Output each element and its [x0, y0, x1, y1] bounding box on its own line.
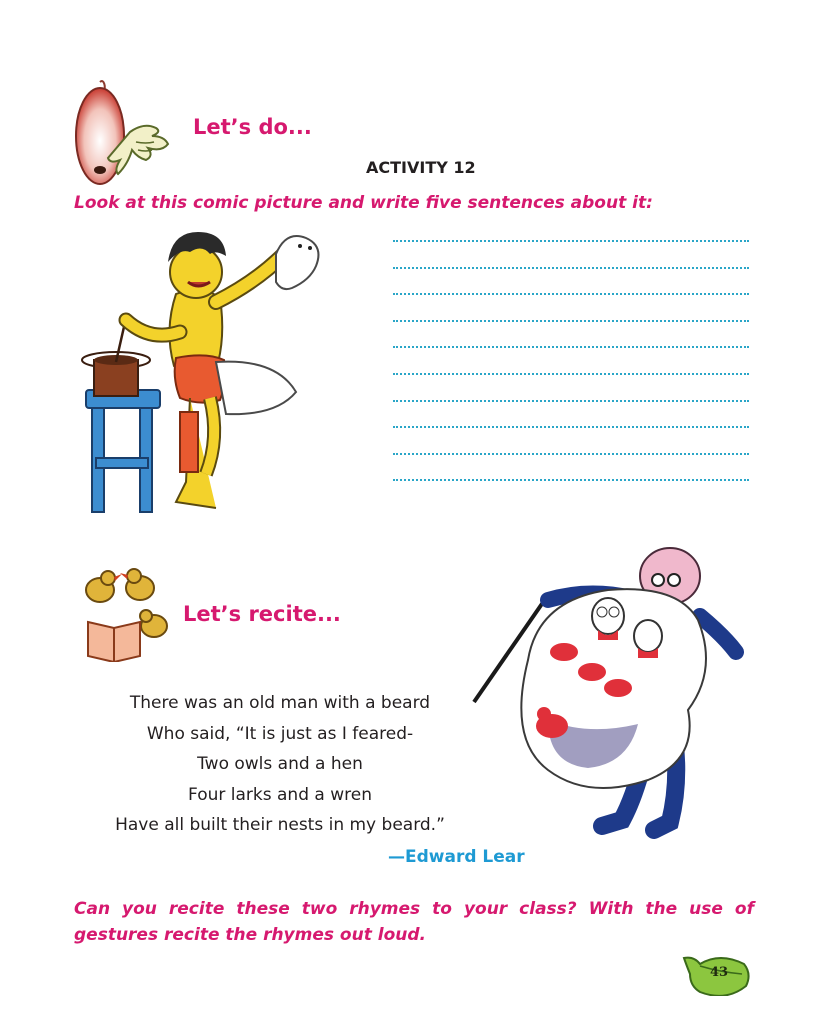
- poem: [95, 688, 465, 841]
- poem-line: Four larks and a wren: [188, 784, 372, 805]
- writing-line[interactable]: [393, 293, 749, 295]
- writing-line[interactable]: [393, 426, 749, 428]
- poem-line: There was an old man with a beard: [129, 693, 431, 713]
- boy-magician-with-hat-illustration: [76, 222, 338, 520]
- hand-pushing-button-icon: [70, 78, 180, 194]
- poem-line: Who said, “It is just as I feared-: [146, 723, 414, 744]
- poem-author: —Edward Lear: [388, 847, 525, 867]
- writing-line[interactable]: [393, 479, 749, 481]
- closing-instruction: Can you recite these two rhymes to your class? With the use of gestures recite the rhymes out loud.: [74, 899, 754, 945]
- writing-line[interactable]: [393, 240, 749, 242]
- poem-line: Have all built their nests in my beard.”: [115, 815, 445, 835]
- activity-instruction: Look at this comic picture and write five sentences about it:: [74, 193, 653, 213]
- lets-recite-heading: Let’s recite...: [183, 602, 341, 626]
- writing-line[interactable]: [393, 453, 749, 455]
- page-number: 43: [709, 965, 729, 980]
- writing-line[interactable]: [393, 373, 749, 375]
- writing-lines[interactable]: [393, 240, 749, 506]
- writing-line[interactable]: [393, 320, 749, 322]
- writing-line[interactable]: [393, 400, 749, 402]
- activity-title: ACTIVITY 12: [366, 158, 476, 177]
- old-man-with-beard-illustration: [468, 540, 748, 852]
- poem-line: Two owls and a hen: [197, 754, 363, 774]
- writing-line[interactable]: [393, 346, 749, 348]
- writing-line[interactable]: [393, 267, 749, 269]
- birds-with-book-icon: [74, 562, 174, 662]
- lets-do-heading: Let’s do...: [193, 115, 312, 139]
